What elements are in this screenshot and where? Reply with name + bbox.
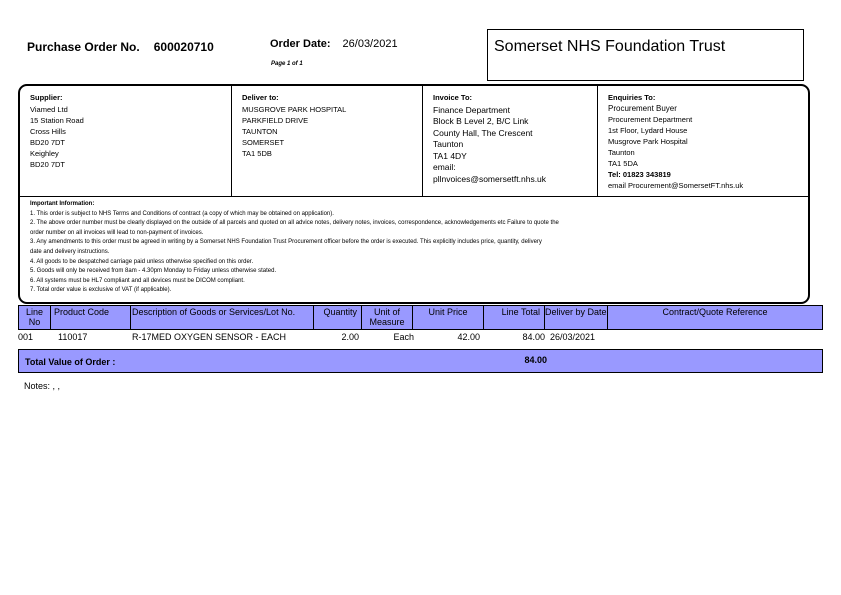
cell-uom: Each: [393, 332, 414, 342]
page-indicator: Page 1 of 1: [271, 61, 303, 67]
total-amount: 84.00: [524, 355, 547, 365]
important-line: 2. The above order number must be clearly displayed on the outside of all parcels and quoted on all advice notes, delivery notes, invoices, correspondence, acknowledgements etc Failure to quote the: [30, 220, 559, 227]
deliver-line: PARKFIELD DRIVE: [242, 116, 309, 125]
deliver-line: TAUNTON: [242, 127, 278, 136]
order-lines-header: [18, 305, 823, 330]
po-number: 600020710: [153, 40, 214, 54]
th-product-code: Product Code: [51, 306, 131, 329]
deliver-line: MUSGROVE PARK HOSPITAL: [242, 105, 347, 114]
cell-line-no: 001: [18, 332, 34, 342]
th-line-no-top: Line: [25, 307, 43, 317]
important-line: 7. Total order value is exclusive of VAT (if applicable).: [30, 287, 172, 294]
trust-name-box: [487, 29, 804, 81]
purchase-order-heading: [27, 40, 214, 54]
cell-line-total: 84.00: [522, 332, 545, 342]
invoice-line: TA1 4DY: [433, 150, 467, 161]
important-line: 4. All goods to be despatched carriage paid unless otherwise specified on this order.: [30, 258, 254, 265]
order-date: [270, 38, 398, 50]
cell-unit-price: 42.00: [457, 332, 480, 342]
supplier-line: Keighley: [30, 149, 59, 158]
th-unit-price: Unit Price: [413, 306, 484, 329]
enquiries-line: Musgrove Park Hospital: [608, 137, 688, 146]
th-uom-bottom: Measure: [369, 317, 405, 327]
important-line: 5. Goods will only be received from 8am - 4.30pm Monday to Friday unless otherwise stated.: [30, 268, 277, 275]
enquiries-column: [597, 86, 808, 196]
enquiries-line: 1st Floor, Lydard House: [608, 126, 688, 135]
th-line-total: Line Total: [484, 306, 545, 329]
cell-deliver-by: 26/03/2021: [550, 332, 596, 342]
notes: Notes: , ,: [24, 381, 61, 391]
enquiries-line: Procurement Department: [608, 115, 693, 124]
supplier-line: 15 Station Road: [30, 116, 84, 125]
invoice-line: Block B Level 2, B/C Link: [433, 116, 529, 126]
order-date-label: Order Date:: [270, 38, 331, 50]
important-title: Important Information:: [30, 201, 95, 207]
th-unit-of-measure: [362, 306, 413, 329]
supplier-line: BD20 7DT: [30, 160, 66, 169]
important-line: 6. All systems must be HL7 compliant and all devices must be DICOM compliant.: [30, 277, 245, 284]
total-label: Total Value of Order :: [25, 357, 116, 367]
supplier-column: [20, 86, 231, 196]
important-line: 1. This order is subject to NHS Terms and Conditions of contract (a copy of which may be obtained on application).: [30, 210, 334, 217]
deliver-title: Deliver to:: [242, 93, 279, 102]
order-date-value: 26/03/2021: [342, 38, 398, 50]
important-line: order number on all invoices will lead to non-payment of invoices.: [30, 229, 204, 236]
th-deliver-by-date: Deliver by Date: [545, 306, 608, 329]
invoice-column: [422, 86, 597, 196]
cell-quantity: 2.00: [341, 332, 359, 342]
enquiries-line: Taunton: [608, 148, 635, 157]
th-uom-top: Unit of: [373, 307, 400, 317]
invoice-line: County Hall, The Crescent: [433, 127, 533, 138]
supplier-line: BD20 7DT: [30, 138, 66, 147]
po-label: Purchase Order No.: [27, 40, 140, 54]
enquiries-line: Procurement Buyer: [608, 104, 677, 113]
th-description: Description of Goods or Services/Lot No.: [131, 306, 314, 329]
supplier-line: Viamed Ltd: [30, 105, 68, 114]
important-line: 3. Any amendments to this order must be agreed in writing by a Somerset NHS Foundation Trust Procurement officer before the order is executed. This explicitly includes price, quantity, delivery: [30, 239, 542, 246]
deliver-line: SOMERSET: [242, 138, 285, 147]
invoice-line: Taunton: [433, 139, 464, 149]
enquiries-title: Enquiries To:: [608, 93, 656, 102]
cell-description: R-17MED OXYGEN SENSOR - EACH: [132, 332, 287, 342]
invoice-line: Finance Department: [433, 104, 511, 115]
deliver-line: TA1 5DB: [242, 149, 272, 158]
invoice-email: pllnvoices@somersetft.nhs.uk: [433, 173, 547, 184]
th-line-no: [19, 306, 51, 329]
th-contract-reference: Contract/Quote Reference: [662, 307, 768, 317]
th-quantity: Quantity: [314, 306, 362, 329]
enquiries-phone: Tel: 01823 343819: [608, 170, 671, 179]
trust-name: Somerset NHS Foundation Trust: [494, 38, 726, 55]
important-line: date and delivery instructions.: [30, 248, 110, 255]
enquiries-email: email Procurement@SomersetFT.nhs.uk: [608, 181, 744, 190]
cell-product-code: 110017: [58, 332, 88, 342]
deliver-column: [231, 86, 422, 196]
total-value-bar: [18, 349, 823, 373]
table-row: [18, 331, 823, 343]
invoice-line: email:: [433, 162, 456, 172]
order-info-box: [18, 84, 810, 304]
supplier-title: Supplier:: [30, 93, 63, 102]
address-row: [20, 86, 808, 197]
th-line-no-bottom: No: [28, 317, 41, 327]
enquiries-line: TA1 5DA: [608, 159, 638, 168]
important-information: [30, 200, 800, 296]
invoice-title: Invoice To:: [433, 93, 473, 102]
supplier-line: Cross Hills: [30, 127, 66, 136]
